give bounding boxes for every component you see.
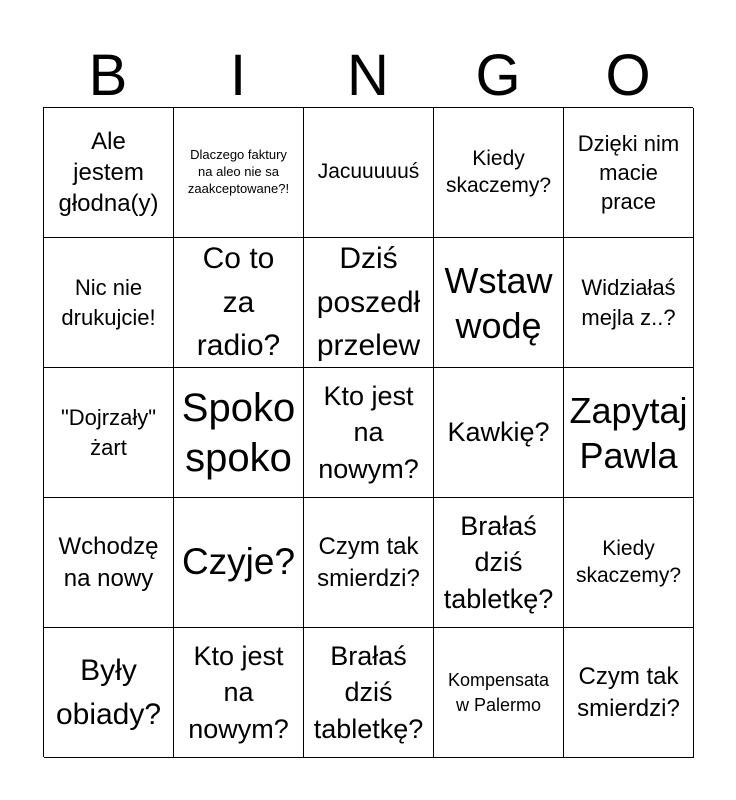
cell-text: Jacuuuuuś [317, 160, 420, 184]
cell-text: Nic nie drukujcie! [61, 275, 156, 330]
bingo-cell[interactable] [174, 368, 304, 498]
cell-text: Kto jest na nowym? [188, 640, 289, 744]
bingo-cell[interactable] [44, 498, 174, 628]
cell-text: Były obiady? [55, 654, 162, 731]
header-letter-g: G [475, 43, 521, 108]
cell-text: Kawkię? [447, 417, 550, 448]
bingo-grid [43, 107, 693, 757]
cell-text: Dzięki nim macie prace [577, 130, 680, 215]
bingo-cell[interactable] [174, 628, 304, 758]
cell-text: Czyje? [181, 541, 296, 583]
bingo-cell[interactable] [304, 238, 434, 368]
cell-text: Kompensata w Palermo [447, 670, 550, 715]
cell-text: Kiedy skaczemy? [445, 147, 552, 197]
cell-text: Widziałaś mejla z..? [581, 275, 676, 330]
bingo-cell[interactable] [434, 238, 564, 368]
cell-text: Wstaw wodę [444, 259, 553, 346]
cell-text: Czym tak smierdzi? [317, 533, 420, 592]
cell-text: Kto jest na nowym? [318, 380, 419, 484]
cell-text: Spoko spoko [181, 385, 296, 480]
cell-text: Brałaś dziś tabletkę? [313, 640, 424, 744]
bingo-cell[interactable] [564, 368, 694, 498]
cell-text: Czym tak smierdzi? [577, 663, 680, 722]
header-letter-i: I [229, 43, 247, 108]
bingo-cell[interactable] [434, 628, 564, 758]
bingo-cell[interactable] [434, 498, 564, 628]
bingo-cell[interactable] [44, 628, 174, 758]
cell-text: Wchodzę na nowy [58, 533, 159, 592]
cell-text: Zapytaj Pawla [569, 389, 688, 476]
bingo-cell[interactable] [564, 238, 694, 368]
header-letter-b: B [88, 43, 128, 108]
cell-text: Kiedy skaczemy? [575, 537, 682, 587]
cell-text: Brałaś dziś tabletkę? [443, 510, 554, 614]
bingo-cell[interactable] [564, 108, 694, 238]
bingo-cell[interactable] [564, 498, 694, 628]
cell-text: Dziś poszedł przelew [316, 242, 421, 363]
bingo-cell[interactable] [304, 108, 434, 238]
cell-text: Dlaczego faktury na aleo nie sa zaakceptowane?! [187, 147, 290, 196]
cell-text: "Dojrzały" żart [60, 405, 157, 460]
bingo-cell[interactable] [174, 498, 304, 628]
header-letter-n: N [347, 43, 389, 108]
cell-text: Co to za radio? [196, 242, 281, 363]
bingo-cell[interactable] [434, 108, 564, 238]
bingo-cell[interactable] [174, 108, 304, 238]
header-letter-o: O [605, 43, 651, 108]
bingo-cell[interactable] [434, 368, 564, 498]
bingo-cell[interactable] [304, 498, 434, 628]
bingo-cell[interactable] [44, 108, 174, 238]
bingo-cell[interactable] [44, 238, 174, 368]
cell-text: Ale jestem głodna(y) [58, 127, 159, 218]
bingo-cell[interactable] [44, 368, 174, 498]
bingo-cell[interactable] [304, 368, 434, 498]
bingo-cell[interactable] [564, 628, 694, 758]
bingo-header [43, 44, 693, 108]
bingo-cell[interactable] [304, 628, 434, 758]
bingo-cell[interactable] [174, 238, 304, 368]
